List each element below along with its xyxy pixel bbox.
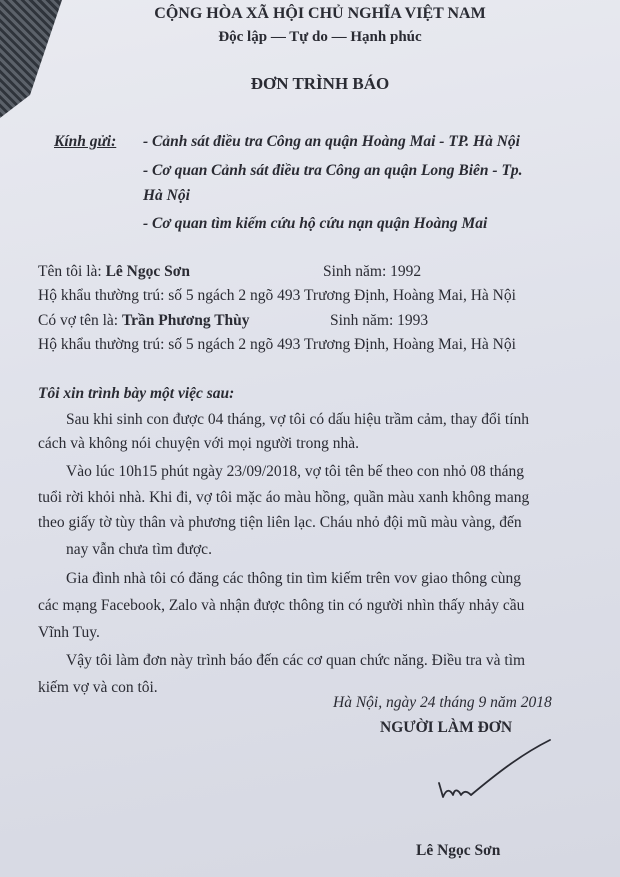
body-line: Vào lúc 10h15 phút ngày 23/09/2018, vợ tôi tên bế theo con nhỏ 08 tháng (66, 463, 525, 480)
recipient-line-1: - Cảnh sát điều tra Công an quận Hoàng Mai - TP. Hà Nội (143, 133, 520, 150)
handwritten-signature (425, 735, 575, 815)
applicant-name-row (38, 262, 190, 282)
place-date: Hà Nội, ngày 24 tháng 9 năm 2018 (333, 694, 552, 711)
recipient-line-2: - Cơ quan Cảnh sát điều tra Công an quận Long Biên - Tp. (143, 162, 523, 179)
signer-title: NGƯỜI LÀM ĐƠN (380, 719, 513, 736)
wife-name-row (38, 311, 250, 331)
body-line: các mạng Facebook, Zalo và nhận được thông tin có người nhìn thấy nhảy cầu (38, 597, 525, 614)
wife-name-label: Có vợ tên là: (38, 312, 122, 329)
recipient-line-2-cont: Hà Nội (143, 187, 190, 204)
recipient-line-3: - Cơ quan tìm kiếm cứu hộ cứu nạn quận Hoàng Mai (143, 215, 488, 232)
wife-birth-year: Sinh năm: 1993 (330, 312, 429, 329)
body-line: Gia đình nhà tôi có đăng các thông tin tìm kiếm trên vov giao thông cùng (66, 570, 522, 587)
document-title: ĐƠN TRÌNH BÁO (250, 74, 390, 93)
body-line: theo giấy tờ tùy thân và phương tiện liên lạc. Cháu nhỏ đội mũ màu vàng, đến (38, 514, 522, 531)
signer-name: Lê Ngọc Sơn (416, 842, 501, 859)
recipient-label: Kính gửi: (54, 133, 117, 150)
body-line: Vĩnh Tuy. (38, 624, 100, 641)
applicant-name-label: Tên tôi là: (38, 263, 106, 280)
applicant-birth-year: Sinh năm: 1992 (323, 263, 422, 280)
wife-name: Trần Phương Thùy (121, 312, 250, 329)
applicant-address: Hộ khẩu thường trú: số 5 ngách 2 ngõ 493 Trương Định, Hoàng Mai, Hà Nội (38, 287, 516, 304)
nation-heading: CỘNG HÒA XÃ HỘI CHỦ NGHĨA VIỆT NAM (154, 5, 486, 22)
body-line: kiếm vợ và con tôi. (38, 679, 158, 696)
body-line: cách và không nói chuyện với mọi người trong nhà. (38, 435, 359, 452)
motto: Độc lập — Tự do — Hạnh phúc (218, 29, 422, 45)
wife-address: Hộ khẩu thường trú: số 5 ngách 2 ngõ 493 Trương Định, Hoàng Mai, Hà Nội (38, 336, 516, 353)
body-line: Sau khi sinh con được 04 tháng, vợ tôi có dấu hiệu trầm cảm, thay đổi tính (66, 411, 530, 428)
applicant-name: Lê Ngọc Sơn (105, 263, 190, 280)
body-line: nay vẫn chưa tìm được. (66, 541, 212, 558)
body-line: tuổi rời khỏi nhà. Khi đi, vợ tôi mặc áo màu hồng, quần màu xanh không mang (38, 489, 530, 506)
body-intro: Tôi xin trình bày một việc sau: (38, 385, 235, 402)
body-line: Vậy tôi làm đơn này trình báo đến các cơ quan chức năng. Điều tra và tìm (66, 652, 526, 669)
